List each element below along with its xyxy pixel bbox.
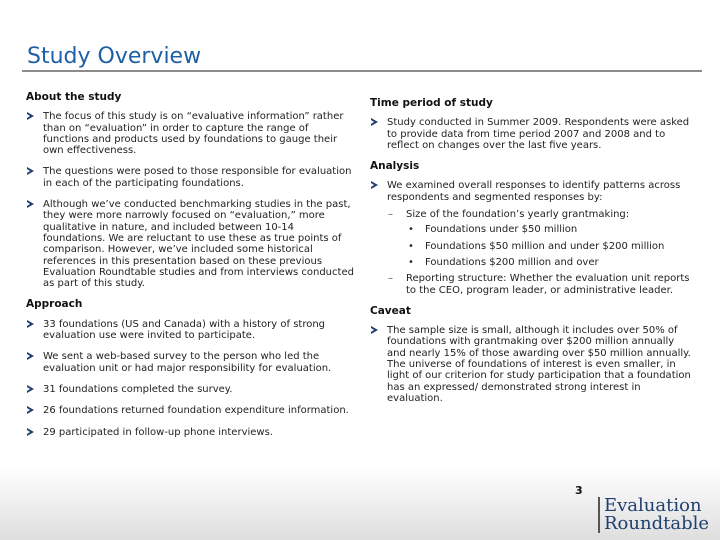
- dash-bullet-icon: –: [388, 273, 393, 285]
- dot-bullet-icon: •: [408, 256, 414, 268]
- list-item: The focus of this study is on “evaluative information” rather than on “evaluation” in order to capture the range of functions and products used by foundations to gauge their own effectiveness.: [26, 111, 354, 156]
- title-divider: [22, 70, 702, 72]
- arrow-bullet-icon: [27, 406, 34, 414]
- arrow-bullet-icon: [371, 118, 378, 126]
- time-period-heading: Time period of study: [370, 97, 493, 109]
- arrow-bullet-icon: [371, 326, 378, 334]
- left-column: [26, 92, 354, 448]
- time-period-list: [370, 117, 692, 151]
- page-number: 3: [575, 484, 583, 497]
- list-item: Although we’ve conducted benchmarking studies in the past, they were more narrowly focused on “evaluation,” more qualitative in nature, and included between 10-14 foundations. We are reluctant to use these as true points of comparison. However, we’ve included some historical references in this presentation based on these previous Evaluation Roundtable studies and from interviews conducted as part of this study.: [26, 199, 354, 289]
- arrow-bullet-icon: [27, 200, 34, 208]
- caveat-list: [370, 325, 692, 404]
- list-item: – Size of the foundation’s yearly grantmaking: • Foundations under $50 million • Foundations $50 million and under $200 million • Foundations $200 million and over: [387, 209, 692, 268]
- arrow-bullet-icon: [27, 428, 34, 436]
- about-list: [26, 111, 354, 289]
- arrow-bullet-icon: [371, 181, 378, 189]
- list-item: 26 foundations returned foundation expenditure information.: [26, 405, 354, 416]
- arrow-bullet-icon: [27, 352, 34, 360]
- logo-divider: [598, 497, 600, 533]
- logo-line-1: Evaluation: [604, 495, 702, 516]
- page-title: Study Overview: [27, 44, 202, 69]
- arrow-bullet-icon: [27, 167, 34, 175]
- list-item: – Reporting structure: Whether the evaluation unit reports to the CEO, program leader, or administrative leader.: [388, 273, 690, 296]
- list-item: 29 participated in follow-up phone interviews.: [26, 427, 354, 438]
- list-item: • Foundations $200 million and over: [408, 256, 599, 268]
- analysis-list: [370, 180, 692, 295]
- logo-line-2: Roundtable: [604, 513, 709, 534]
- about-heading: About the study: [26, 91, 122, 103]
- list-item: 31 foundations completed the survey.: [26, 384, 354, 395]
- analysis-heading: Analysis: [370, 160, 420, 173]
- arrow-bullet-icon: [27, 385, 34, 393]
- analysis-sub-list: [387, 209, 692, 296]
- right-column: [370, 98, 692, 414]
- dot-bullet-icon: •: [408, 224, 414, 236]
- arrow-bullet-icon: [27, 320, 34, 328]
- list-item: The sample size is small, although it includes over 50% of foundations with grantmaking over $200 million annually and nearly 15% of those awarding over $50 million annually. The universe of foundations of interest is even smaller, in light of our criterion for study participation that a foundation has an expressed/ demonstrated strong interest in evaluation.: [370, 325, 692, 404]
- list-item: • Foundations $50 million and under $200 million: [408, 240, 665, 252]
- dot-bullet-icon: •: [408, 240, 414, 252]
- approach-heading: Approach: [26, 298, 83, 311]
- approach-list: [26, 319, 354, 438]
- dash-bullet-icon: –: [388, 209, 393, 221]
- caveat-heading: Caveat: [370, 304, 411, 317]
- list-item: We sent a web-based survey to the person who led the evaluation unit or had major responsibility for evaluation.: [26, 351, 354, 374]
- list-item: The questions were posed to those responsible for evaluation in each of the participating foundations.: [26, 166, 354, 189]
- list-item: We examined overall responses to identify patterns across respondents and segmented responses by: – Size of the foundation’s yearly grantmaking: • Foundations under $50 million • Foundations $50 million and under $200 million • Foundations $200 million and over – Reporting structure: Whether the evaluation unit reports to the CEO, program leader, or administrative leader.: [370, 180, 692, 295]
- arrow-bullet-icon: [27, 112, 34, 120]
- list-item: • Foundations under $50 million: [408, 224, 578, 236]
- list-item: Study conducted in Summer 2009. Respondents were asked to provide data from time period 2007 and 2008 and to reflect on changes over the last five years.: [370, 117, 692, 151]
- size-list: [406, 224, 692, 268]
- list-item: 33 foundations (US and Canada) with a history of strong evaluation use were invited to participate.: [26, 319, 354, 342]
